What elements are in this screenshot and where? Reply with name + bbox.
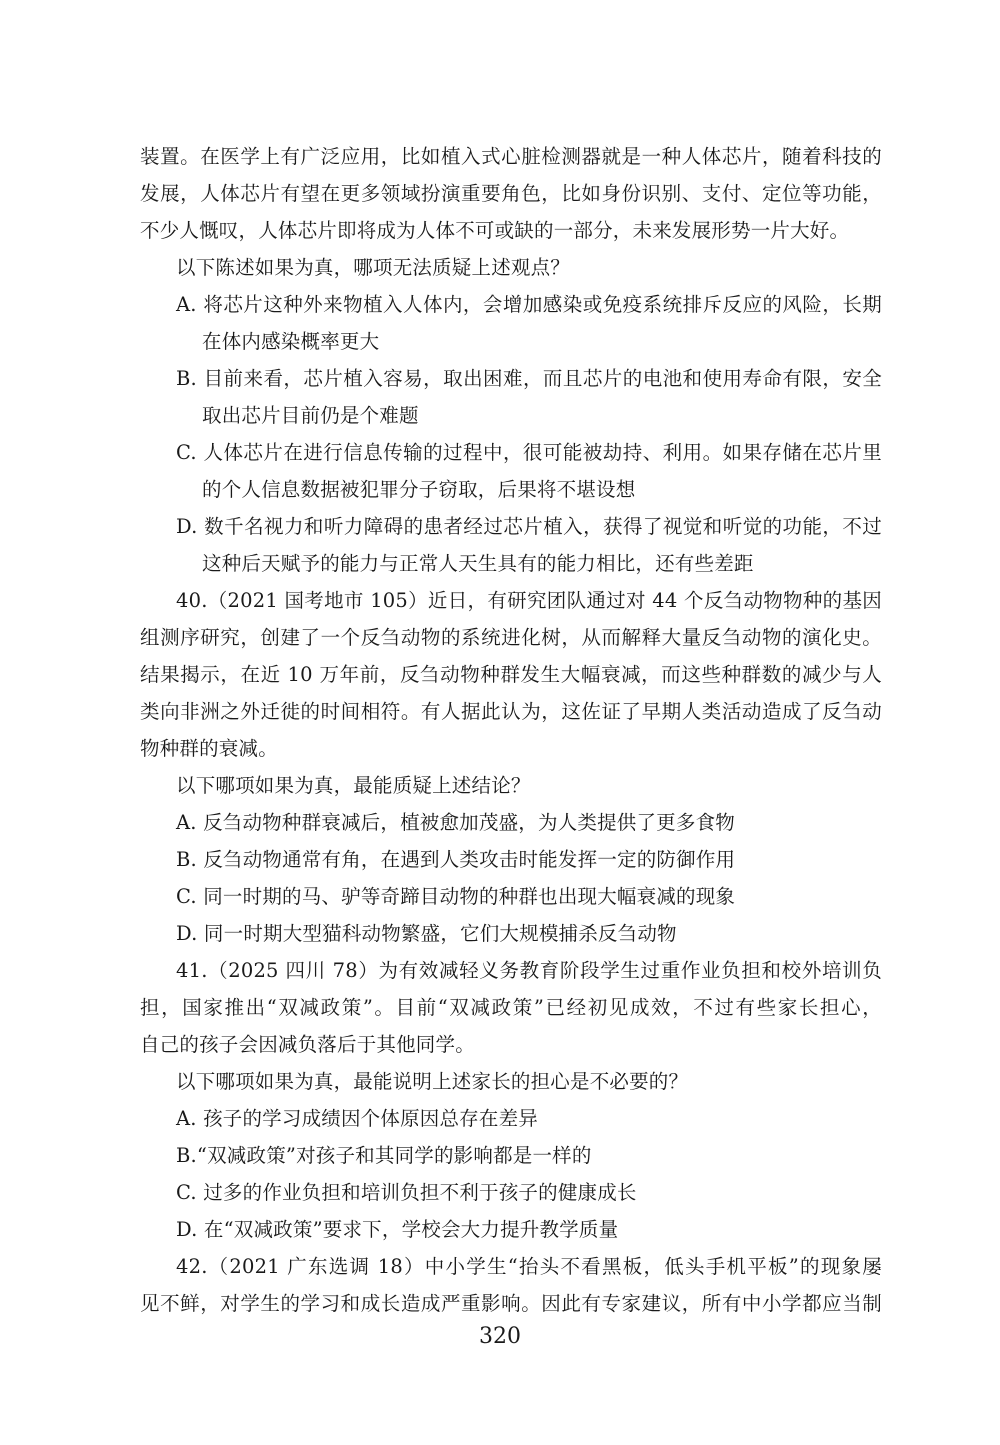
q41-option-c: C. 过多的作业负担和培训负担不利于孩子的健康成长 — [176, 1181, 637, 1204]
q39-option-d-line-2: 这种后天赋予的能力与正常人天生具有的能力相比，还有些差距 — [202, 552, 754, 575]
q40-option-b: B. 反刍动物通常有角，在遇到人类攻击时能发挥一定的防御作用 — [176, 848, 736, 871]
q39-passage-line-1: 装置。在医学上有广泛应用，比如植入式心脏检测器就是一种人体芯片，随着科技的 — [140, 145, 882, 168]
q39-option-b-line-1: B. 目前来看，芯片植入容易，取出困难，而且芯片的电池和使用寿命有限，安全 — [176, 367, 882, 390]
q39-passage-line-3: 不少人慨叹，人体芯片即将成为人体不可或缺的一部分，未来发展形势一片大好。 — [140, 219, 850, 242]
q39-option-d-line-1: D. 数千名视力和听力障碍的患者经过芯片植入，获得了视觉和听觉的功能，不过 — [176, 515, 882, 538]
q42-stem-line-2: 见不鲜，对学生的学习和成长造成严重影响。因此有专家建议，所有中小学都应当制 — [140, 1292, 882, 1315]
q42-stem-line-1: 42.（2021 广东选调 18）中小学生“抬头不看黑板，低头手机平板”的现象屡 — [176, 1255, 882, 1278]
q39-passage-line-2: 发展，人体芯片有望在更多领域扮演重要角色，比如身份识别、支付、定位等功能， — [140, 182, 882, 205]
q39-option-c-line-2: 的个人信息数据被犯罪分子窃取，后果将不堪设想 — [202, 478, 636, 501]
q41-stem-line-2: 担，国家推出“双减政策”。目前“双减政策”已经初见成效，不过有些家长担心， — [140, 996, 882, 1019]
q39-question: 以下陈述如果为真，哪项无法质疑上述观点？ — [176, 256, 571, 279]
page-number: 320 — [479, 1324, 521, 1349]
q39-option-a-line-2: 在体内感染概率更大 — [202, 330, 380, 353]
q41-option-a: A. 孩子的学习成绩因个体原因总存在差异 — [176, 1107, 538, 1130]
q40-stem-line-3: 结果揭示，在近 10 万年前，反刍动物种群发生大幅衰减，而这些种群数的减少与人 — [140, 663, 882, 686]
q41-option-d: D. 在“双减政策”要求下，学校会大力提升教学质量 — [176, 1218, 619, 1241]
q40-option-a: A. 反刍动物种群衰减后，植被愈加茂盛，为人类提供了更多食物 — [176, 811, 735, 834]
q41-stem-line-1: 41.（2025 四川 78）为有效减轻义务教育阶段学生过重作业负担和校外培训负 — [176, 959, 882, 982]
q41-option-b: B.“双减政策”对孩子和其同学的影响都是一样的 — [176, 1144, 592, 1167]
q40-option-d: D. 同一时期大型猫科动物繁盛，它们大规模捕杀反刍动物 — [176, 922, 677, 945]
q40-stem-line-1: 40.（2021 国考地市 105）近日，有研究团队通过对 44 个反刍动物物种的基因 — [176, 589, 882, 612]
q39-option-b-line-2: 取出芯片目前仍是个难题 — [202, 404, 419, 427]
q39-option-a-line-1: A. 将芯片这种外来物植入人体内，会增加感染或免疫系统排斥反应的风险，长期 — [176, 293, 882, 316]
q40-stem-line-2: 组测序研究，创建了一个反刍动物的系统进化树，从而解释大量反刍动物的演化史。 — [140, 626, 882, 649]
q41-question: 以下哪项如果为真，最能说明上述家长的担心是不必要的？ — [176, 1070, 689, 1093]
q40-stem-line-5: 物种群的衰减。 — [140, 737, 278, 760]
q39-option-c-line-1: C. 人体芯片在进行信息传输的过程中，很可能被劫持、利用。如果存储在芯片里 — [176, 441, 882, 464]
q41-stem-line-3: 自己的孩子会因减负落后于其他同学。 — [140, 1033, 475, 1056]
q40-option-c: C. 同一时期的马、驴等奇蹄目动物的种群也出现大幅衰减的现象 — [176, 885, 736, 908]
q40-question: 以下哪项如果为真，最能质疑上述结论？ — [176, 774, 531, 797]
q40-stem-line-4: 类向非洲之外迁徙的时间相符。有人据此认为，这佐证了早期人类活动造成了反刍动 — [140, 700, 882, 723]
